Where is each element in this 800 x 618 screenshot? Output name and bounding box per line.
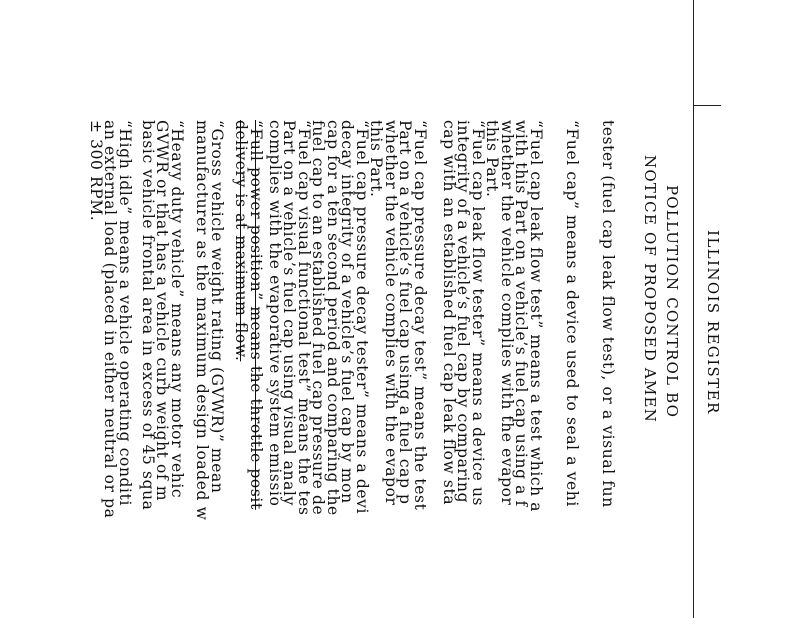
text-line: an external load (placed in either neutral or pa — [101, 120, 120, 519]
text-line: cap with an established fuel cap leak flow sta — [440, 120, 458, 506]
text-line: “Gross vehicle weight rating (GVWR)” mean — [208, 120, 226, 494]
definition-paragraph — [234, 120, 263, 618]
rotated-document — [80, 105, 720, 618]
text-line: “High idle” means a vehicle operating conditi — [116, 120, 134, 506]
text-line: this Part. — [483, 120, 502, 198]
text-line: GVWR or that has a vehicle curb weight of m — [153, 120, 172, 502]
text-line: delivery is at maximum flow. — [232, 120, 251, 362]
text-line: “Full power position” means the throttle posit — [247, 120, 265, 510]
text-line: decay integrity of a vehicle’s fuel cap by mon — [338, 120, 357, 504]
text-line: manufacturer as the maximum design loaded w — [193, 120, 212, 521]
text-line: integrity of a vehicle’s fuel cap by comparing — [454, 120, 473, 504]
text-line: ± 300 RPM. — [87, 120, 105, 222]
text-line: complies with the evaporative system emissio — [266, 120, 284, 507]
text-line: “Fuel cap visual functional test” means the tes — [295, 120, 313, 516]
register-title: ILLINOIS REGISTER — [704, 230, 722, 415]
text-line: whether the vehicle complies with the evapor — [382, 120, 400, 506]
text-line: Part on a vehicle’s fuel cap using visual analy — [280, 120, 299, 506]
text-line: cap for a ten second period and comparing the — [324, 120, 342, 516]
text-line: “Heavy duty vehicle” means any motor vehic — [168, 120, 186, 499]
text-line: Part on a vehicle’s fuel cap using a fuel cap p — [396, 120, 415, 505]
board-title: POLLUTION CONTROL BO — [663, 185, 681, 419]
notice-title: NOTICE OF PROPOSED AMEN — [641, 155, 659, 423]
text-line: fuel cap to an established fuel cap pressure de — [309, 120, 328, 516]
text-line: tester (fuel cap leak flow test), or a visual fun — [599, 120, 617, 508]
definition-paragraph — [268, 120, 312, 618]
text-line: “Fuel cap leak flow test” means a test which a — [527, 120, 545, 513]
text-line: with this Part on a vehicle’s fuel cap using a f — [512, 120, 531, 507]
definition-paragraph — [601, 120, 616, 618]
definition-paragraph — [485, 120, 543, 618]
text-line: this Part. — [367, 120, 386, 198]
text-line: basic vehicle frontal area in excess of 45 squa — [139, 120, 157, 511]
text-line: “Fuel cap leak flow tester” means a device us — [469, 120, 487, 507]
text-line: “Fuel cap pressure decay test” means the test — [411, 120, 429, 511]
text-line: “Fuel cap” means a device used to seal a vehi — [563, 120, 581, 507]
text-line: “Fuel cap pressure decay tester” means a devi — [353, 120, 371, 515]
text-line: whether the vehicle complies with the evapor — [498, 120, 516, 506]
definition-paragraph — [195, 120, 224, 618]
definition-paragraph — [442, 120, 486, 618]
definition-paragraph — [369, 120, 427, 618]
definition-paragraph — [89, 120, 133, 618]
definition-paragraph — [311, 120, 369, 618]
definition-paragraph — [565, 120, 580, 618]
definition-paragraph — [141, 120, 185, 618]
